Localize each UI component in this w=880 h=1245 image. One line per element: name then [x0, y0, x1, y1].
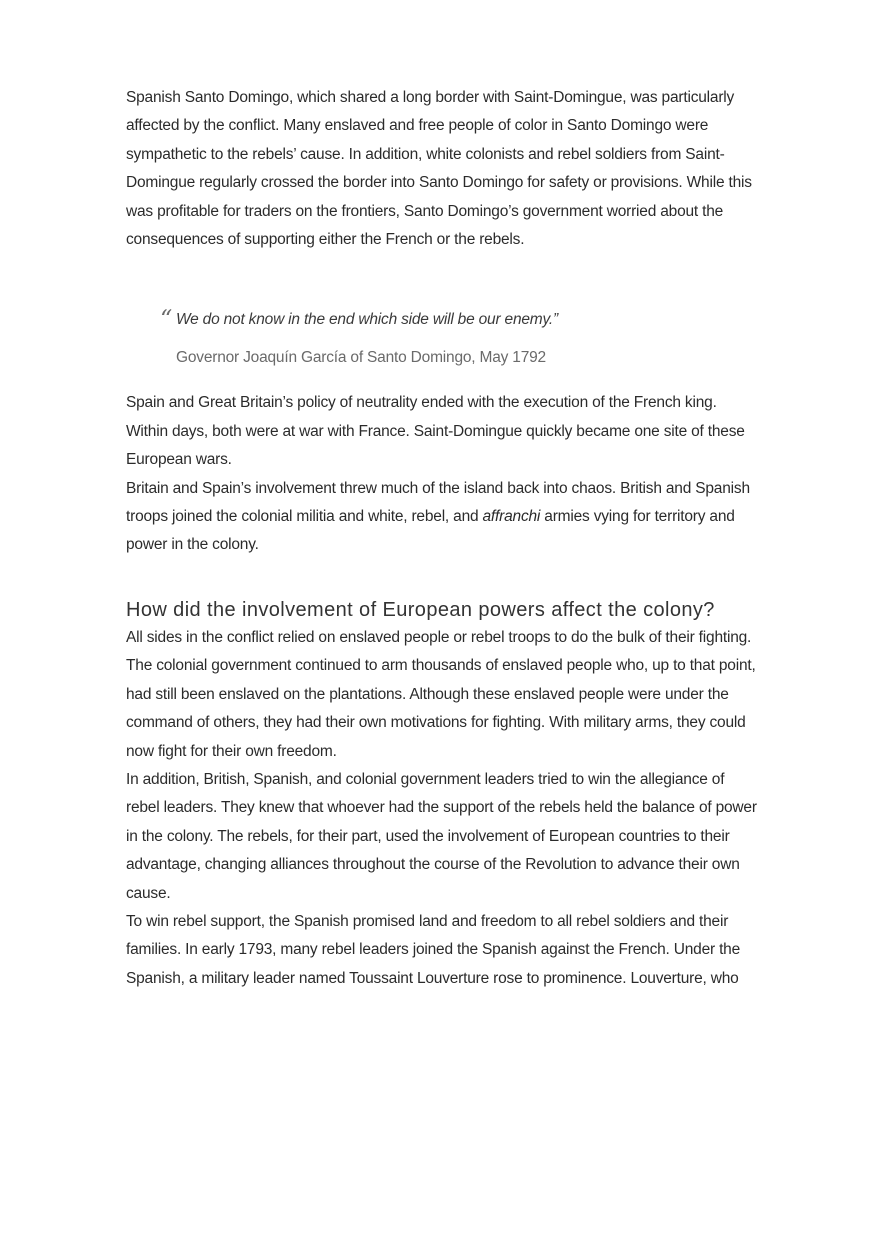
quote-mark-icon: “ [160, 305, 173, 334]
paragraph-enslaved-fighting: All sides in the conflict relied on enslaved people or rebel troops to do the bulk of their fighting. The colonial government continued to arm thousands of enslaved people who, up to that point, had still been enslaved on the plantations. Although these enslaved people were under the command of others, they had their own motivations for fighting. With military arms, they could now fight for their own freedom. [126, 628, 756, 760]
paragraph-neutrality: Spain and Great Britain’s policy of neutrality ended with the execution of the French king. Within days, both were at war with France. Saint-Domingue quickly became one site of these European wars. [126, 394, 745, 469]
quote-attribution: Governor Joaquín García of Santo Domingo, May 1792 [176, 349, 546, 367]
quote-text: We do not know in the end which side will be our enemy.” [176, 311, 558, 329]
document-page [126, 84, 760, 993]
term-affranchi: affranchi [482, 508, 541, 526]
paragraph-santo-domingo: Spanish Santo Domingo, which shared a long border with Saint-Domingue, was particularly affected by the conflict. Many enslaved and free people of color in Santo Domingo were sympathetic to the rebels’ cause. In addition, white colonists and rebel soldiers from Saint-Domingue regularly crossed the border into Santo Domingo for safety or provisions. While this was profitable for traders on the frontiers, Santo Domingo’s government worried about the consequences of supporting either the French or the rebels. [126, 89, 752, 249]
pull-quote [160, 305, 760, 389]
paragraph-chaos [126, 475, 760, 560]
section-heading: How did the involvement of European powers affect the colony? [126, 598, 715, 621]
paragraph-chaos-start: Britain and Spain’s involvement threw much of the island back into chaos. British and Spanish troops joined the colonial militia and white, rebel, and [126, 479, 750, 526]
paragraph-chaos-end: armies vying for territory and power in the colony. [126, 508, 735, 554]
paragraph-allegiance: In addition, British, Spanish, and colonial government leaders tried to win the allegiance of rebel leaders. They knew that whoever had the support of the rebels held the balance of power in the colony. The rebels, for their part, used the involvement of European countries to their advantage, changing alliances throughout the course of the Revolution to advance their own cause. [126, 770, 757, 902]
paragraph-rebel-support: To win rebel support, the Spanish promised land and freedom to all rebel soldiers and their families. In early 1793, many rebel leaders joined the Spanish against the French. Under the Spanish, a military leader named Toussaint Louverture rose to prominence. Louverture, who [126, 912, 741, 987]
